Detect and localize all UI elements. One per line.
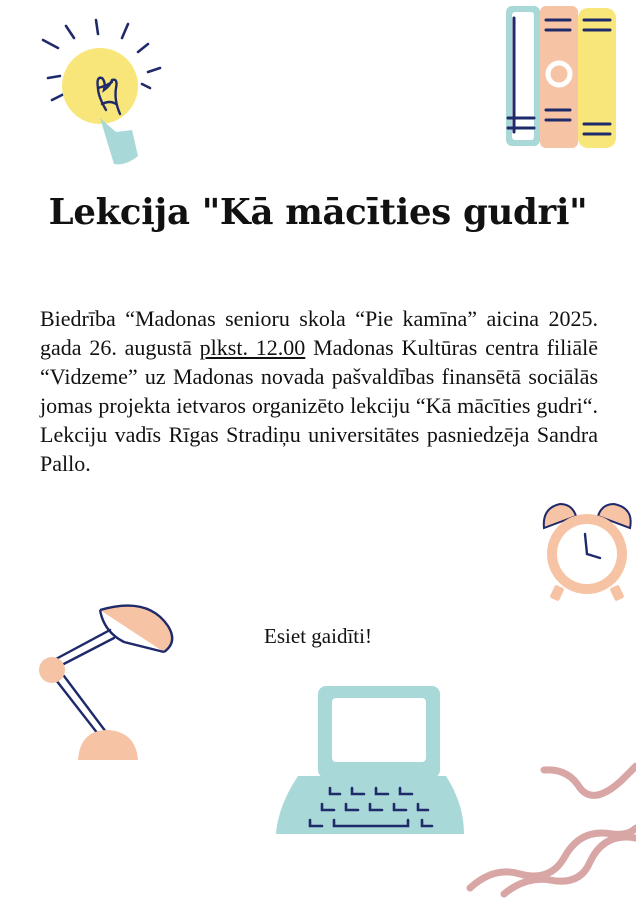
desk-lamp-icon	[28, 602, 184, 768]
description-part-1: Biedrība “Madonas senioru skola “Pie kamīna” aicina 2025. gada 26. augustā	[40, 306, 598, 360]
laptop-icon	[272, 684, 468, 846]
event-time: plkst. 12.00	[199, 335, 306, 360]
page-title: Lekcija "Kā mācīties gudri"	[48, 192, 588, 233]
description-part-2: Madonas Kultūras centra filiālē “Vidzeme” uz Madonas novada pašvaldības finansētā sociālās jomas projekta ietvaros organizēto lekciju “Kā mācīties gudri“. Lekciju vadīs Rīgas Stradiņu universitātes pasniedzēja Sandra Pallo.	[40, 335, 598, 476]
books-icon	[500, 2, 624, 152]
wavy-lines-decoration	[464, 748, 636, 898]
closing-text: Esiet gaidīti!	[264, 624, 372, 648]
event-description	[40, 304, 598, 478]
alarm-clock-icon	[538, 498, 636, 604]
lightbulb-icon	[38, 18, 168, 168]
